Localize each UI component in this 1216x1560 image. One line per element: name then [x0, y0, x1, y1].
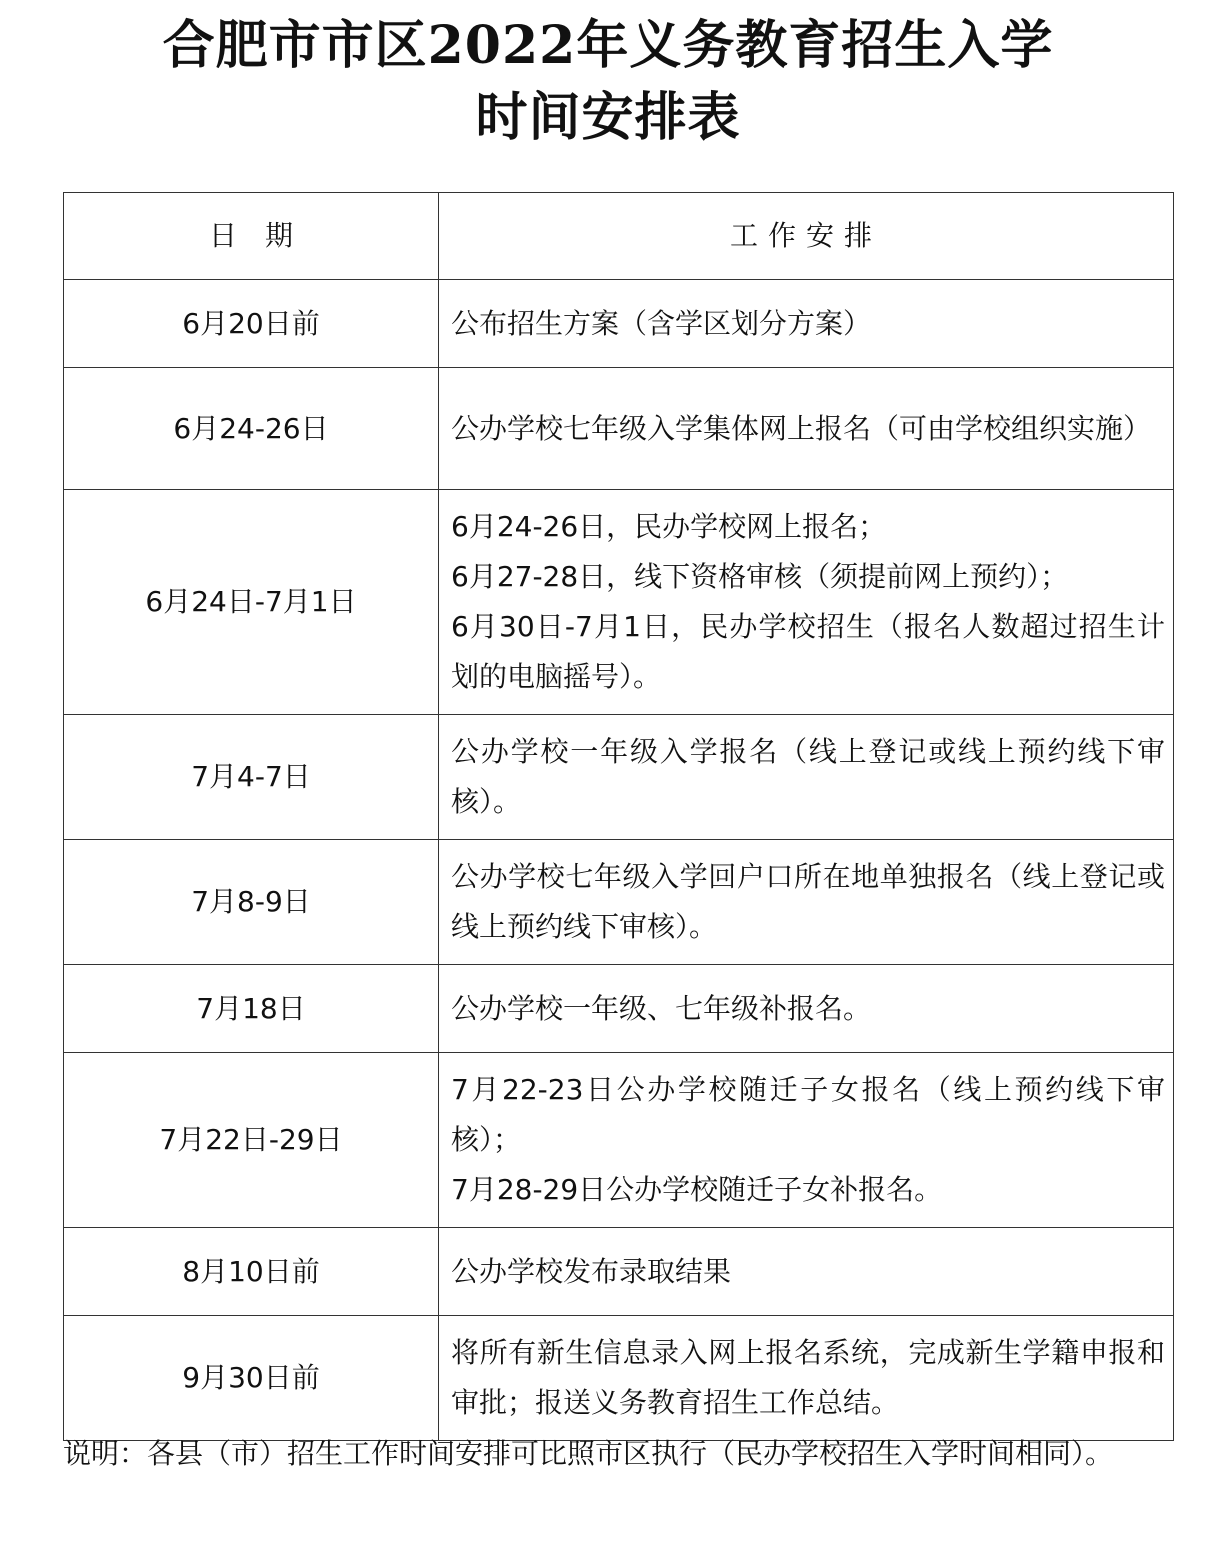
- table-row: [64, 368, 1174, 490]
- task-line: 公办学校七年级入学集体网上报名（可由学校组织实施）: [451, 411, 1152, 445]
- task-line: 6月27-28日，线下资格审核（须提前网上预约）；: [451, 560, 1069, 593]
- table-row: [64, 715, 1174, 840]
- header-task: 工作安排: [439, 193, 1174, 280]
- row-date: 7月4-7日: [64, 715, 439, 840]
- task-line: 6月24-26日，民办学校网上报名；: [451, 510, 887, 543]
- task-line: 7月22-23日公办学校随迁子女报名（线上预约线下审核）；: [451, 1073, 1165, 1156]
- table-row: [64, 1228, 1174, 1316]
- task-line: 公办学校一年级、七年级补报名。: [451, 991, 872, 1025]
- row-task: [439, 368, 1174, 490]
- task-line: 7月28-29日公办学校随迁子女补报名。: [451, 1173, 943, 1206]
- row-date: 6月24-26日: [64, 368, 439, 490]
- row-date: 9月30日前: [64, 1316, 439, 1441]
- page-subtitle: 时间安排表: [475, 87, 741, 148]
- table-row: [64, 1316, 1174, 1441]
- schedule-table: [63, 192, 1174, 1441]
- row-date: 7月18日: [64, 965, 439, 1053]
- task-line: 公办学校一年级入学报名（线上登记或线上预约线下审核）。: [451, 735, 1165, 818]
- table-row: [64, 965, 1174, 1053]
- task-line: 6月30日-7月1日，民办学校招生（报名人数超过招生计划的电脑摇号）。: [451, 610, 1165, 693]
- task-line: 公办学校发布录取结果: [451, 1254, 732, 1288]
- table-row: [64, 840, 1174, 965]
- row-task: [439, 280, 1174, 368]
- page-title: 合肥市市区2022年义务教育招生入学: [162, 15, 1054, 76]
- task-line: 公办学校七年级入学回户口所在地单独报名（线上登记或线上预约线下审核）。: [451, 860, 1165, 943]
- row-date: 8月10日前: [64, 1228, 439, 1316]
- header-row: [64, 193, 1174, 280]
- row-date: 7月22日-29日: [64, 1053, 439, 1228]
- table-row: [64, 1053, 1174, 1228]
- row-date: 7月8-9日: [64, 840, 439, 965]
- row-task: [439, 1053, 1174, 1228]
- row-task: [439, 965, 1174, 1053]
- row-task: [439, 1228, 1174, 1316]
- task-line: 公布招生方案（含学区划分方案）: [451, 306, 872, 340]
- table-row: [64, 490, 1174, 715]
- task-line: 将所有新生信息录入网上报名系统，完成新生学籍申报和审批；报送义务教育招生工作总结。: [451, 1336, 1165, 1419]
- header-date: 日 期: [64, 193, 439, 280]
- note-text: 说明：各县（市）招生工作时间安排可比照市区执行（民办学校招生入学时间相同）。: [63, 1437, 1114, 1470]
- row-task: [439, 715, 1174, 840]
- row-task: [439, 840, 1174, 965]
- row-date: 6月20日前: [64, 280, 439, 368]
- row-task: [439, 1316, 1174, 1441]
- row-task: [439, 490, 1174, 715]
- table-row: [64, 280, 1174, 368]
- row-date: 6月24日-7月1日: [64, 490, 439, 715]
